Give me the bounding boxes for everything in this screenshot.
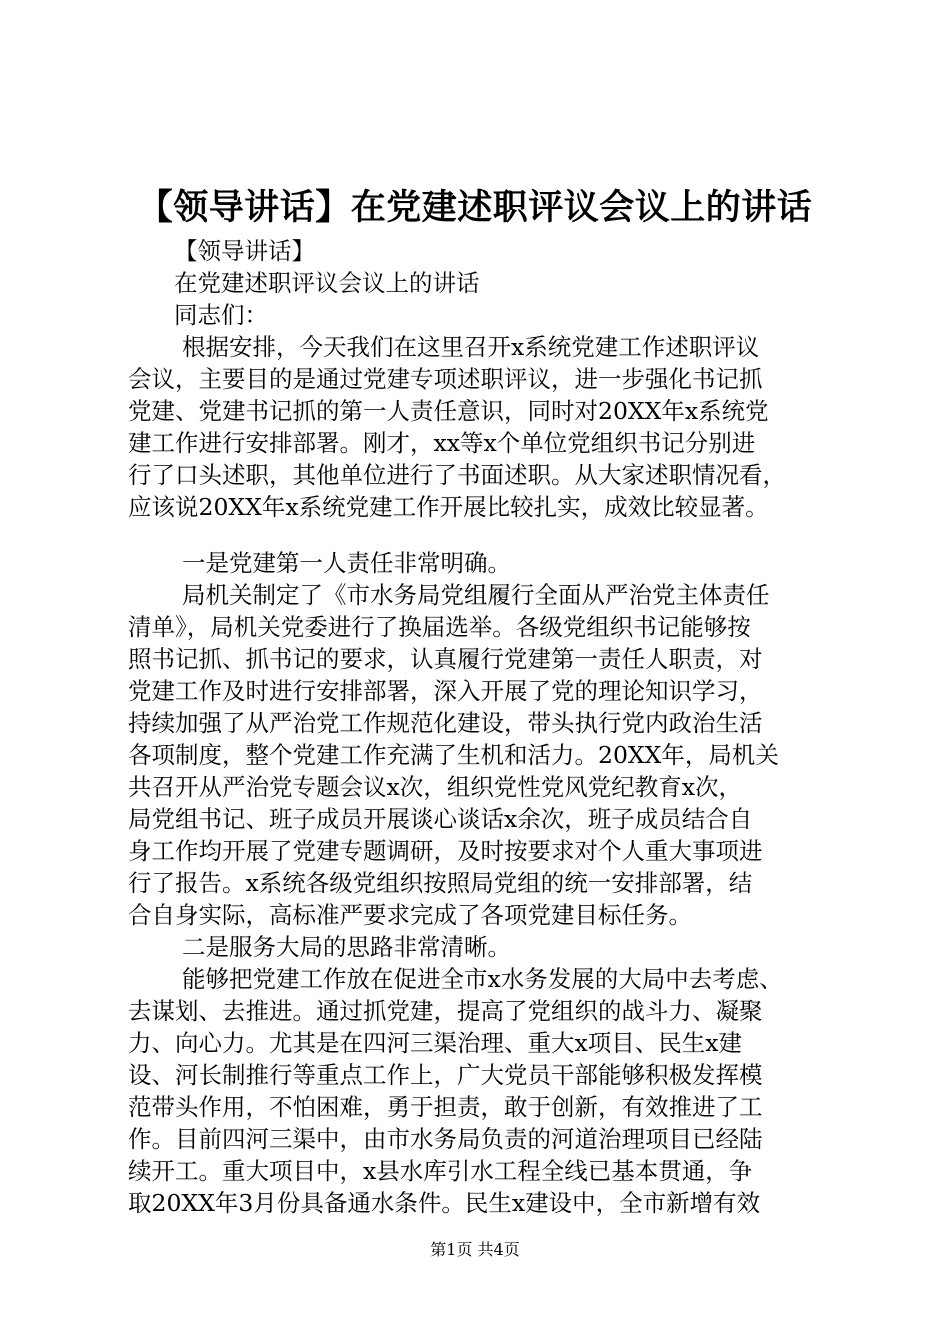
paragraph-line: 党建工作及时进行安排部署，深入开展了党的理论知识学习，: [128, 677, 763, 705]
paragraph-line: 范带头作用，不怕困难，勇于担责，敢于创新，有效推进了工: [128, 1093, 763, 1121]
paragraph-line: 身工作均开展了党建专题调研，及时按要求对个人重大事项进: [128, 837, 763, 865]
speech-title: 在党建述职评议会议上的讲话: [174, 269, 480, 297]
section-heading: 一是党建第一人责任非常明确。: [182, 549, 511, 577]
section-heading: 二是服务大局的思路非常清晰。: [182, 933, 511, 961]
paragraph-line: 去谋划、去推进。通过抓党建，提高了党组织的战斗力、凝聚: [128, 997, 763, 1025]
paragraph-line: 续开工。重大项目中，x县水库引水工程全线已基本贯通，争: [128, 1157, 753, 1185]
paragraph-line: 取20XX年3月份具备通水条件。民生x建设中，全市新增有效: [128, 1189, 761, 1217]
paragraph-line: 会议，主要目的是通过党建专项述职评议，进一步强化书记抓: [128, 365, 763, 393]
section-label: 【领导讲话】: [174, 237, 315, 265]
paragraph-line: 党建、党建书记抓的第一人责任意识，同时对20XX年x系统党: [128, 397, 769, 425]
paragraph-line: 应该说20XX年x系统党建工作开展比较扎实，成效比较显著。: [128, 493, 769, 521]
paragraph-line: 力、向心力。尤其是在四河三渠治理、重大x项目、民生x建: [128, 1029, 743, 1057]
paragraph-line: 行了口头述职，其他单位进行了书面述职。从大家述职情况看，: [128, 461, 786, 489]
paragraph-line: 共召开从严治党专题会议x次，组织党性党风党纪教育x次，: [128, 773, 743, 801]
page-number: 第1页 共4页: [430, 1240, 520, 1259]
document-title: 【领导讲话】在党建述职评议会议上的讲话: [137, 188, 813, 228]
paragraph-line: 根据安排，今天我们在这里召开x系统党建工作述职评议: [182, 333, 760, 361]
paragraph-line: 持续加强了从严治党工作规范化建设，带头执行党内政治生活: [128, 709, 763, 737]
paragraph-line: 照书记抓、抓书记的要求，认真履行党建第一责任人职责，对: [128, 645, 763, 673]
paragraph-line: 行了报告。x系统各级党组织按照局党组的统一安排部署，结: [128, 869, 753, 897]
paragraph-line: 作。目前四河三渠中，由市水务局负责的河道治理项目已经陆: [128, 1125, 763, 1153]
paragraph-line: 各项制度，整个党建工作充满了生机和活力。20XX年，局机关: [128, 741, 779, 769]
salutation: 同志们：: [174, 301, 268, 329]
paragraph-line: 局机关制定了《市水务局党组履行全面从严治党主体责任: [182, 581, 770, 609]
paragraph-line: 设、河长制推行等重点工作上，广大党员干部能够积极发挥模: [128, 1061, 763, 1089]
paragraph-line: 能够把党建工作放在促进全市x水务发展的大局中去考虑、: [182, 965, 783, 993]
paragraph-line: 建工作进行安排部署。刚才，xx等x个单位党组织书记分别进: [128, 429, 756, 457]
paragraph-line: 合自身实际，高标准严要求完成了各项党建目标任务。: [128, 901, 692, 929]
paragraph-line: 清单》，局机关党委进行了换届选举。各级党组织书记能够按: [128, 613, 751, 641]
paragraph-line: 局党组书记、班子成员开展谈心谈话x余次，班子成员结合自: [128, 805, 753, 833]
